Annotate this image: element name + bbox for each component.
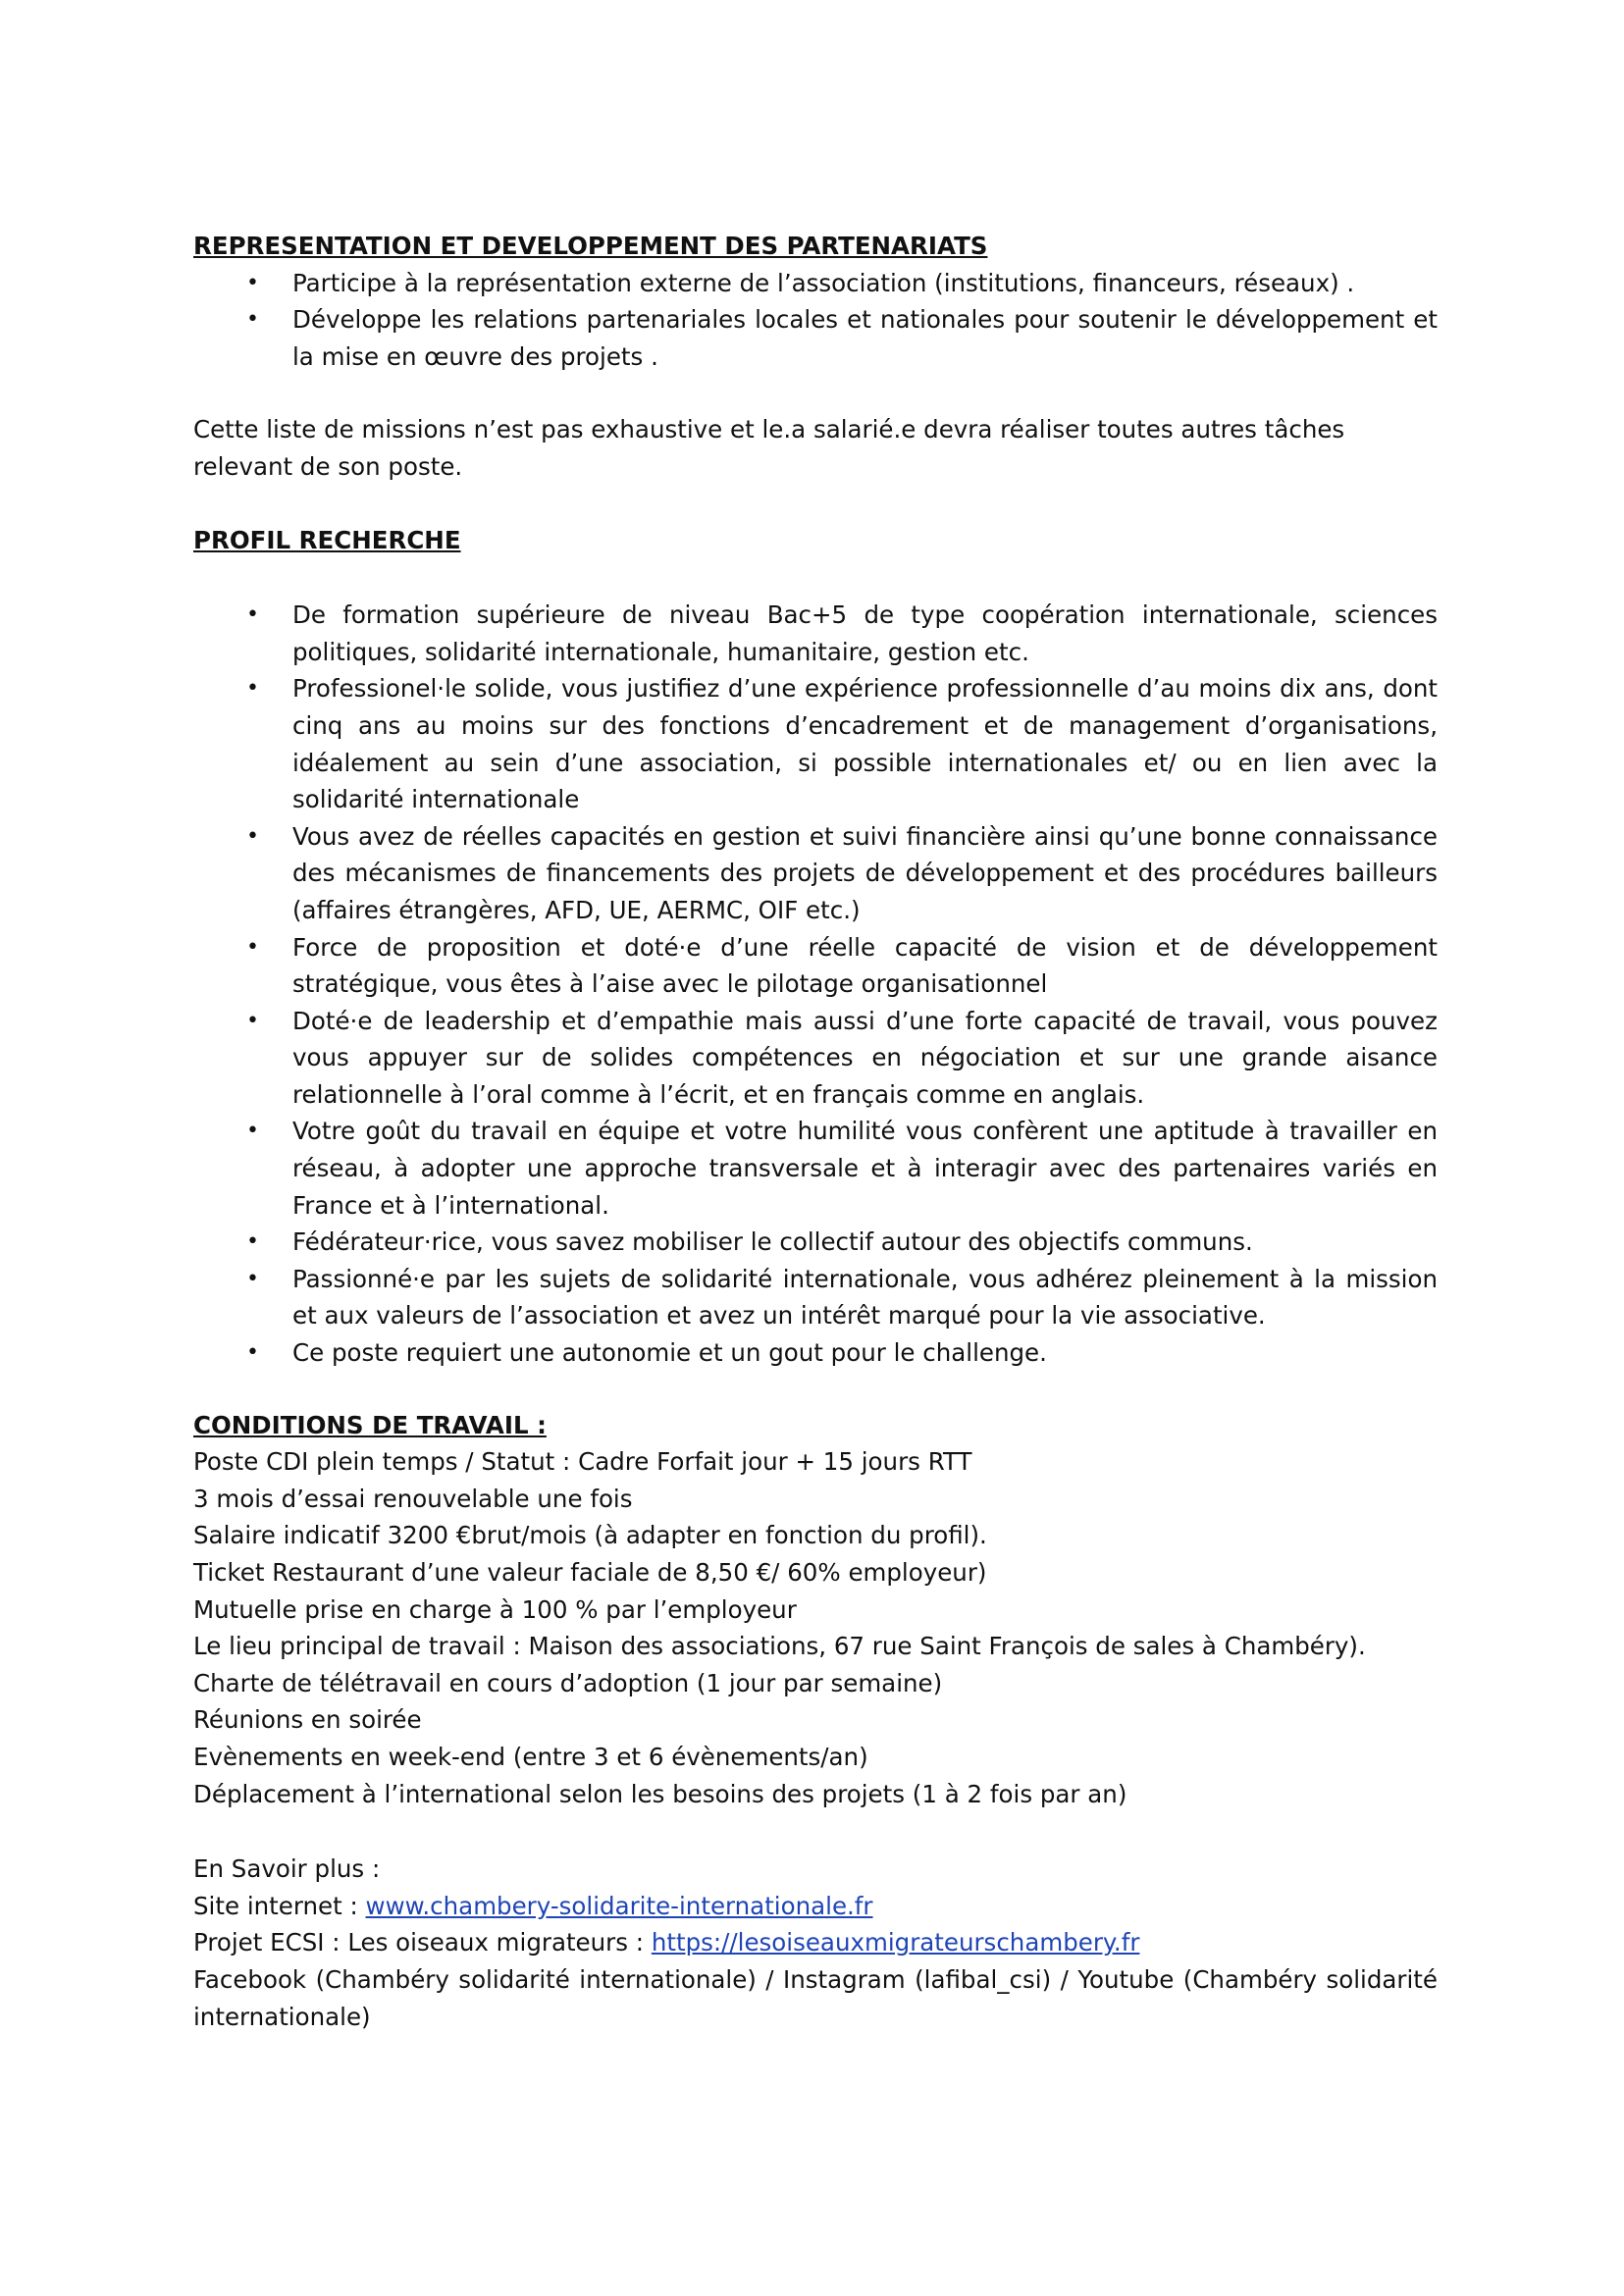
condition-line: Poste CDI plein temps / Statut : Cadre Forfait jour + 15 jours RTT xyxy=(193,1447,972,1477)
list-item: • Doté·e de leadership et d’empathie mais aussi d’une forte capacité de travail, vous pouvez vous appuyer sur de solides compétences en négociation et sur une grande aisance relationnelle à l’oral comme à l’écrit, et en français comme en anglais. xyxy=(193,1003,1438,1114)
condition-line: Déplacement à l’international selon les besoins des projets (1 à 2 fois par an) xyxy=(193,1779,1127,1808)
condition-line: Charte de télétravail en cours d’adoption (1 jour par semaine) xyxy=(193,1668,943,1697)
list-item: • Fédérateur·rice, vous savez mobiliser le collectif autour des objectifs communs. xyxy=(193,1224,1438,1261)
section-title-profil: PROFIL RECHERCHE xyxy=(193,525,461,554)
section-title-partenariats: REPRESENTATION ET DEVELOPPEMENT DES PARTENARIATS xyxy=(193,232,988,260)
condition-line: Le lieu principal de travail : Maison des associations, 67 rue Saint François de sales à Chambéry). xyxy=(193,1632,1366,1661)
site-line xyxy=(193,1888,1438,1925)
social-links-text: Facebook (Chambéry solidarité internationale) / Instagram (lafibal_csi) / Youtube (Chambéry solidarité internationale) xyxy=(193,1964,1438,2031)
profil-list xyxy=(193,597,1438,1371)
list-item: • Participe à la représentation externe de l’association (institutions, financeurs, réseaux) . xyxy=(193,265,1438,302)
ecsi-label: Projet ECSI : Les oiseaux migrateurs : xyxy=(193,1928,652,1957)
list-item: • De formation supérieure de niveau Bac+5 de type coopération internationale, sciences politiques, solidarité internationale, humanitaire, gestion etc. xyxy=(193,597,1438,670)
conditions-lines xyxy=(193,1443,1438,1812)
document-content xyxy=(193,228,1438,2035)
list-item: • Ce poste requiert une autonomie et un gout pour le challenge. xyxy=(193,1334,1438,1372)
site-label: Site internet : xyxy=(193,1891,366,1920)
section-title-conditions: CONDITIONS DE TRAVAIL : xyxy=(193,1410,547,1439)
list-item: • Force de proposition et doté·e d’une réelle capacité de vision et de développement stratégique, vous êtes à l’aise avec le pilotage organisationnel xyxy=(193,929,1438,1003)
condition-line: Réunions en soirée xyxy=(193,1705,422,1735)
list-item: • Votre goût du travail en équipe et votre humilité vous confèrent une aptitude à travailler en réseau, à adopter une approche transversale et à interagir avec des partenaires variés en France et à l’international. xyxy=(193,1113,1438,1224)
list-item: • Professionel·le solide, vous justifiez d’une expérience professionnelle d’au moins dix ans, dont cinq ans au moins sur des fonctions d’encadrement et de management d’organisations, idéalement au sein d’une association, si possible internationales et/ ou en lien avec la solidarité internationale xyxy=(193,670,1438,817)
condition-line: Mutuelle prise en charge à 100 % par l’employeur xyxy=(193,1594,797,1624)
more-heading: En Savoir plus : xyxy=(193,1854,381,1884)
list-item: • Développe les relations partenariales locales et nationales pour soutenir le développement et la mise en œuvre des projets . xyxy=(193,301,1438,375)
missions-note: Cette liste de missions n’est pas exhaustive et le.a salarié.e devra réaliser toutes autres tâches relevant de son poste. xyxy=(193,415,1345,481)
condition-line: 3 mois d’essai renouvelable une fois xyxy=(193,1484,633,1513)
site-link[interactable]: www.chambery-solidarite-internationale.fr xyxy=(365,1891,873,1920)
partenariats-list xyxy=(193,265,1438,376)
ecsi-link[interactable]: https://lesoiseauxmigrateurschambery.fr xyxy=(651,1928,1140,1957)
list-item: • Passionné·e par les sujets de solidarité internationale, vous adhérez pleinement à la mission et aux valeurs de l’association et avez un intérêt marqué pour la vie associative. xyxy=(193,1261,1438,1334)
condition-line: Salaire indicatif 3200 €brut/mois (à adapter en fonction du profil). xyxy=(193,1521,987,1550)
condition-line: Evènements en week-end (entre 3 et 6 évènements/an) xyxy=(193,1742,868,1771)
list-item: • Vous avez de réelles capacités en gestion et suivi financière ainsi qu’une bonne connaissance des mécanismes de financements des projets de développement et des procédures bailleurs (affaires étrangères, AFD, UE, AERMC, OIF etc.) xyxy=(193,818,1438,929)
condition-line: Ticket Restaurant d’une valeur faciale de 8,50 €/ 60% employeur) xyxy=(193,1558,987,1587)
ecsi-line xyxy=(193,1924,1438,1961)
